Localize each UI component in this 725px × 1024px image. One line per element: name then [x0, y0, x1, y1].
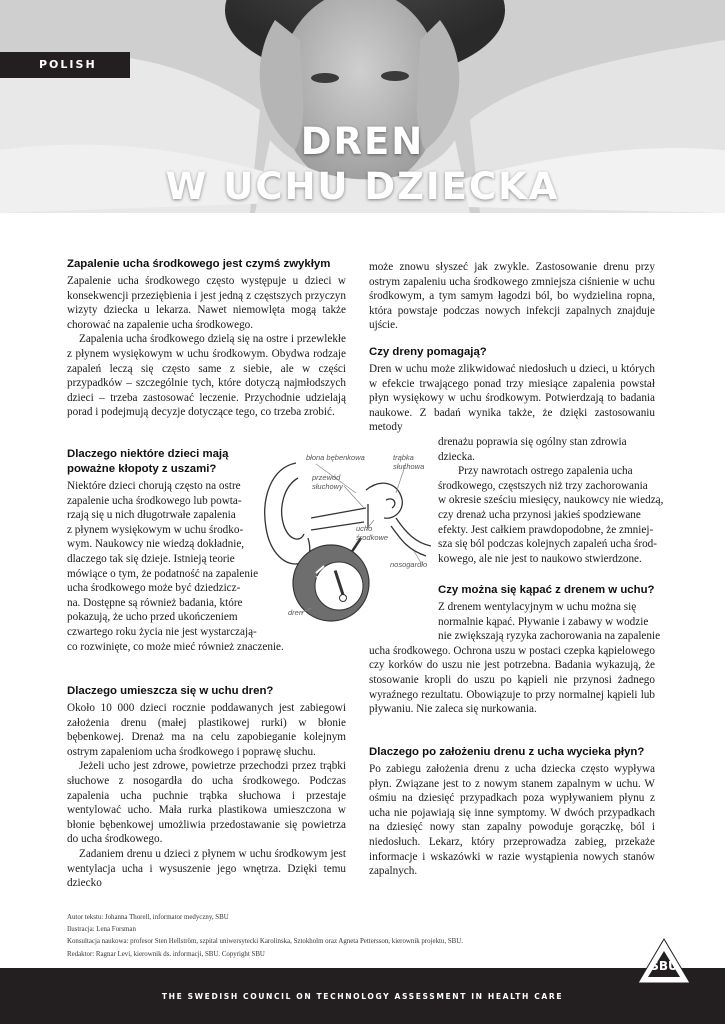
text-line: z płynem wysiękowym w uchu środko- — [67, 523, 244, 536]
text-line: czwartego roku życia nie jest wystarczają- — [67, 625, 257, 638]
credit-line: Konsultacja naukowa: profesor Sten Hellström, szpital uniwersytecki Karolinska, Sztokholm oraz Agneta Pettersson, kierownik projektu, SBU. — [67, 938, 463, 946]
label-eardrum: błona bębenkowa — [306, 453, 365, 462]
text-line: kowego, ale nie jest to naukowo stwierdzone. — [438, 552, 642, 565]
text-line: drenażu poprawia się ogólny stan zdrowia — [438, 435, 627, 448]
text-line: w okresie sześciu miesięcy, naukowcy nie wiedzą, — [438, 494, 664, 507]
language-label: POLISH — [0, 52, 130, 78]
section-bathing — [369, 583, 661, 717]
section-fluid — [369, 745, 655, 879]
text-line: zapalenie ucha środkowego lub powta- — [67, 494, 242, 507]
text-line: wym. Naukowcy nie wiedzą dokładnie, — [67, 538, 245, 551]
section-heading: Zapalenie ucha środkowego jest czymś zwykłym — [67, 258, 331, 270]
section-do-tubes-help — [369, 345, 664, 566]
paragraph: Jeżeli ucho jest zdrowe, powietrze przechodzi przez trąbki słuchowe z nosogardła do ucha środkowego. Podczas zapalenia ucha puchnie trąbka słuchowa i przestaje wentylować ucho. Mała rurka plastikowa umieszczona w błonie bębenkowej umożliwia przedostawanie się powietrza do ucha środkowego. — [67, 760, 346, 846]
credit-line: Redaktor: Ragnar Levi, kierownik ds. informacji, SBU. Copyright SBU — [67, 950, 265, 958]
heading-line: poważne kłopoty z uszami? — [67, 463, 217, 475]
credit-line: Autor tekstu: Johanna Thorell, informator medyczny, SBU — [67, 914, 229, 921]
text-line: dziecka. — [438, 450, 475, 463]
paragraph: Dren w uchu może zlikwidować niedosłuch u dzieci, u których w efekcie trwającego ponad trzy miesiące zapalenia powstał płyn wysiękowy w uchu środkowym. Potwierdzają to badania naukowe. Z badań wynika także, że dzięki zastosowaniu metody — [369, 363, 655, 434]
section-heading: Czy dreny pomagają? — [369, 346, 487, 358]
section-otitis-common — [67, 257, 346, 420]
label-tube: dren — [288, 608, 304, 617]
paragraph: Zapalenie ucha środkowego często występuje u dzieci w konsekwencji przeziębienia i jest jedną z częstszych przyczyn wizyty dziecka u lekarza. Nawet niemowlęta mogą także chorować na zapalenie ucha środkowego. — [67, 275, 346, 331]
section-heading: Dlaczego po założeniu drenu z ucha wycieka płyn? — [369, 746, 645, 758]
sbu-logo — [636, 937, 692, 985]
logo-text: SBU — [650, 959, 678, 973]
text-line: ucha środkowego może być dziedzicz- — [67, 582, 241, 595]
section-heading: Dlaczego umieszcza się w uchu dren? — [67, 685, 274, 697]
section-why-some-children — [67, 447, 287, 654]
section-heading — [67, 447, 287, 477]
text-line: efekty. Jest całkiem prawdopodobne, że zmniej- — [438, 523, 654, 536]
page-title-line2: W UCHU DZIECKA — [165, 165, 560, 208]
credits — [67, 912, 463, 961]
paragraph: ucha środkowego. Ochrona uszu w postaci czepka kąpielowego czy korków do uszu nie jest potrzebna. Badania wykazują, że stosowanie kropli do uszu po kąpieli nie przynosi żadnego wyraźnego rezultatu. Obowiązuje to przy normalnej kąpieli lub pływaniu. Nie zaleca się nurkowania. — [369, 644, 655, 716]
text-line: dlaczego tak się dzieje. Istnieją teorie — [67, 552, 235, 565]
text-line: sza się ból podczas kolejnych zapaleń ucha środ- — [438, 538, 658, 551]
text-line: rzają się u nich długotrwałe zapalenia — [67, 509, 236, 522]
text-line: środkowego, częstszych niż trzy zachorowania — [438, 479, 648, 492]
label-eustachian-tube: trąbka słuchowa — [393, 453, 425, 471]
section-heading: Czy można się kąpać z drenem w uchu? — [438, 584, 655, 596]
section-why-tube-continued — [369, 260, 655, 333]
paragraph: Zapalenia ucha środkowego dzielą się na ostre i przewlekłe z płynem wysiękowym w uchu środkowym. Obydwa rodzaje zapaleń leczą się często same z siebie, ale w części przypadków – szczególnie tych, które dotyczą najmłodszych dzieci – trzeba zastosować leczenie. Przychodnie udzielają porad i podejmują decyzje dotyczące tego, co trzeba zrobić. — [67, 333, 346, 419]
text-line: co rozwinięte, co może mieć również znaczenie. — [67, 640, 284, 653]
paragraph: może znowu słyszeć jak zwykle. Zastosowanie drenu przy ostrym zapaleniu ucha środkowego zmniejsza ciśnienie w uchu środkowym, a tym samym łagodzi ból, bo wydzielina ropna, która powstaje podczas nowych infekcji zapalnych znajduje ujście. — [369, 261, 655, 332]
text-line: Z drenem wentylacyjnym w uchu można się — [438, 601, 637, 613]
text-line: na. Dostępne są również badania, które — [67, 596, 243, 609]
label-nasopharynx: nosogardło — [390, 560, 428, 569]
text-line: mówiące o tym, że podatność na zapalenie — [67, 567, 259, 580]
text-line: pokazują, że ucho przed ukończeniem — [67, 611, 238, 624]
text-line: czy drenaż ucha przynosi jakieś spodziewane — [438, 508, 641, 521]
paragraph: Zadaniem drenu u dzieci z płynem w uchu środkowym jest wentylacja ucha i wysuszenie jego wnętrza. Dzięki temu dziecko — [67, 847, 346, 890]
paragraph: Po zabiegu założenia drenu z ucha dziecka często wypływa płyn. Związane jest to z nowym stanem zapalnym w uchu. W ośmiu na dziesięć przypadkach poza wypływaniem płynu z ucha nie pojawiają się inne symptomy. W dwóch przypadkach na dziesięć nowy stan zapalny powoduje gorączkę, ból i niedosłuch. Lekarz, który przeprowadza zabieg, przekaże informacje i wskazówki w razie wystąpienia nowych stanów zapalnych. — [369, 763, 655, 878]
text-line: normalnie kąpać. Pływanie i zabawy w wodzie — [438, 615, 649, 628]
council-name: THE SWEDISH COUNCIL ON TECHNOLOGY ASSESSMENT IN HEALTH CARE — [161, 992, 564, 1001]
page-title-line1: DREN — [300, 120, 425, 163]
credit-line: Ilustracja: Lena Forsman — [67, 926, 136, 934]
heading-line: Dlaczego niektóre dzieci mają — [67, 448, 229, 460]
label-middle-ear: ucho środkowe — [356, 524, 389, 542]
text-line: Przy nawrotach ostrego zapalenia ucha — [458, 465, 633, 478]
text-line: nie zwiększają ryzyka zachorowania na zapalenie — [438, 630, 661, 643]
section-why-tube — [67, 684, 346, 891]
paragraph: Około 10 000 dzieci rocznie poddawanych jest zabiegowi założenia drenu (małej plastikowej rurki) w błonie bębenkowej. Drenaż ma na celu zapobieganie kolejnym ostrym zapaleniom ucha środkowego i poprawę słuchu. — [67, 702, 346, 758]
text-line: Niektóre dzieci chorują często na ostre — [67, 480, 241, 492]
label-ear-canal: przewód słuchowy — [312, 473, 343, 491]
